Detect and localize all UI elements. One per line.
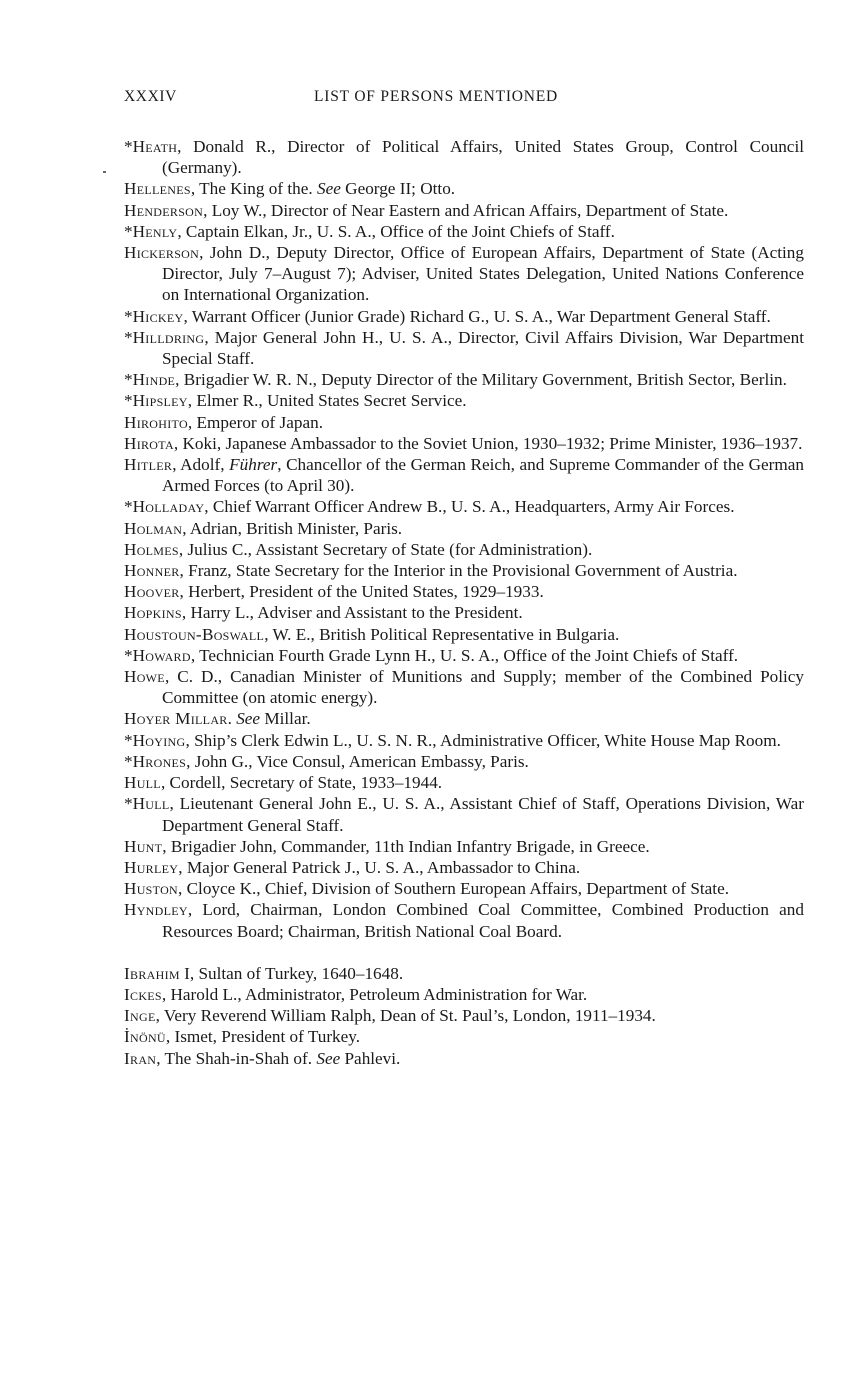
page-title: LIST OF PERSONS MENTIONED (314, 88, 559, 105)
entry-name: Howard (132, 645, 191, 665)
list-entry: Iran, The Shah-in-Shah of. See Pahlevi. (124, 1048, 401, 1068)
list-entry: Hyndley, Lord, Chairman, London Combined Coal Committee, Combined Production and Resources Board; Chairman, British National Coal Board. (124, 900, 804, 941)
list-entry: *Hickey, Warrant Officer (Junior Grade) Richard G., U. S. A., War Department General Staff. (124, 306, 771, 326)
entry-name: Inge (124, 1006, 156, 1026)
entry-name: Hoover (124, 582, 180, 602)
list-entry: Hickerson, John D., Deputy Director, Office of European Affairs, Department of State (Acting Director, July 7–August 7); Adviser, United States Delegation, United Nations Conference on International Organization. (124, 243, 804, 305)
list-entry: *Hipsley, Elmer R., United States Secret Service. (124, 391, 467, 411)
entry-name: Hull (124, 773, 161, 793)
entry-name: Hunt (124, 836, 163, 856)
entry-name: Ickes (124, 984, 162, 1004)
entry-name: Henderson (124, 200, 204, 220)
list-entry: Ibrahim I, Sultan of Turkey, 1640–1648. (124, 963, 404, 983)
see-label: See (236, 709, 261, 729)
list-entry: Hurley, Major General Patrick J., U. S. A., Ambassador to China. (124, 857, 581, 877)
list-entry: Holmes, Julius C., Assistant Secretary of State (for Administration). (124, 539, 593, 559)
list-entry: *Hinde, Brigadier W. R. N., Deputy Director of the Military Government, British Sector, Berlin. (124, 370, 787, 390)
entry-name: Ibrahim (124, 963, 180, 983)
entry-name: Hilldring (132, 327, 205, 347)
entry-name: Henly (132, 221, 178, 241)
list-entry: Henderson, Loy W., Director of Near Eastern and African Affairs, Department of State. (124, 200, 729, 220)
entry-name: Hoyer Millar (124, 709, 228, 729)
margin-speck (103, 171, 106, 173)
list-entry: Huston, Cloyce K., Chief, Division of Southern European Affairs, Department of State. (124, 879, 729, 899)
list-entry: Howe, C. D., Canadian Minister of Munitions and Supply; member of the Combined Policy Committee (on atomic energy). (124, 667, 804, 708)
see-label: See (317, 179, 341, 199)
entries-h (124, 136, 804, 942)
list-entry: Holman, Adrian, British Minister, Paris. (124, 518, 403, 538)
entry-name: İnönü (124, 1027, 166, 1047)
entry-name: Iran (124, 1048, 157, 1068)
list-entry: Hirohito, Emperor of Japan. (124, 412, 323, 432)
entry-name: Honner (124, 561, 180, 581)
list-entry: *Howard, Technician Fourth Grade Lynn H., U. S. A., Office of the Joint Chiefs of Staff. (124, 645, 739, 665)
italic-term: Führer (229, 455, 278, 475)
list-entry: *Holladay, Chief Warrant Officer Andrew B., U. S. A., Headquarters, Army Air Forces. (124, 497, 735, 517)
list-entry: *Hrones, John G., Vice Consul, American Embassy, Paris. (124, 751, 529, 771)
entry-name: Holman (124, 518, 183, 538)
list-entry: Hoover, Herbert, President of the United States, 1929–1933. (124, 582, 544, 602)
entry-name: Hickey (132, 306, 184, 326)
list-entry: *Hilldring, Major General John H., U. S. A., Director, Civil Affairs Division, War Department Special Staff. (124, 327, 804, 369)
entries-i (124, 963, 804, 1069)
list-entry: Hopkins, Harry L., Adviser and Assistant to the President. (124, 603, 523, 623)
list-entry: Ickes, Harold L., Administrator, Petroleum Administration for War. (124, 984, 588, 1004)
page-number: XXXIV (124, 88, 177, 105)
list-entry: İnönü, Ismet, President of Turkey. (124, 1027, 361, 1047)
section-gap (124, 942, 804, 963)
entry-name: Holmes (124, 539, 179, 559)
entry-name: Hellenes (124, 179, 191, 199)
entry-name: Huston (124, 879, 178, 899)
entry-name: Holladay (132, 497, 205, 517)
see-label: See (316, 1048, 341, 1068)
entry-name: Hirota (124, 433, 174, 453)
list-entry: Hellenes, The King of the. See George II; Otto. (124, 179, 456, 199)
entry-name: Heath (132, 137, 178, 156)
entry-name: Hitler (124, 455, 173, 475)
entry-name: Hopkins (124, 603, 182, 623)
entry-name: Hickerson (124, 243, 200, 263)
list-entry: Hoyer Millar. See Millar. (124, 709, 311, 729)
entry-name: Hipsley (132, 391, 188, 411)
list-entry: Hitler, Adolf, Führer, Chancellor of the German Reich, and Supreme Commander of the German Armed Forces (to April 30). (124, 455, 805, 496)
list-entry: Houstoun-Boswall, W. E., British Political Representative in Bulgaria. (124, 624, 620, 644)
list-entry: Hull, Cordell, Secretary of State, 1933–1944. (124, 773, 443, 793)
entry-name: Hrones (132, 751, 187, 771)
entry-name: Hirohito (124, 412, 188, 432)
list-entry: Honner, Franz, State Secretary for the Interior in the Provisional Government of Austria. (124, 561, 738, 581)
list-entry: Inge, Very Reverend William Ralph, Dean of St. Paul’s, London, 1911–1934. (124, 1006, 656, 1026)
entry-name: Hull (132, 794, 170, 814)
list-entry: *Hull, Lieutenant General John E., U. S. A., Assistant Chief of Staff, Operations Division, War Department General Staff. (124, 794, 804, 835)
list-entry: Hirota, Koki, Japanese Ambassador to the Soviet Union, 1930–1932; Prime Minister, 1936–1937. (124, 433, 803, 453)
entry-name: Hinde (132, 370, 176, 390)
entry-name: Hoying (132, 730, 186, 750)
list-entry: *Henly, Captain Elkan, Jr., U. S. A., Office of the Joint Chiefs of Staff. (124, 221, 615, 241)
list-entry: *Hoying, Ship’s Clerk Edwin L., U. S. N. R., Administrative Officer, White House Map Room. (124, 730, 781, 750)
running-header (124, 88, 804, 116)
entry-name: Houstoun-Boswall (124, 624, 265, 644)
entry-name: Howe (124, 667, 165, 687)
list-entry: Hunt, Brigadier John, Commander, 11th Indian Infantry Brigade, in Greece. (124, 836, 650, 856)
list-entry: *Heath, Donald R., Director of Political Affairs, United States Group, Control Council (Germany). (124, 137, 804, 178)
entry-name: Hyndley (124, 900, 188, 920)
page (124, 88, 804, 1069)
entry-name: Hurley (124, 857, 179, 877)
